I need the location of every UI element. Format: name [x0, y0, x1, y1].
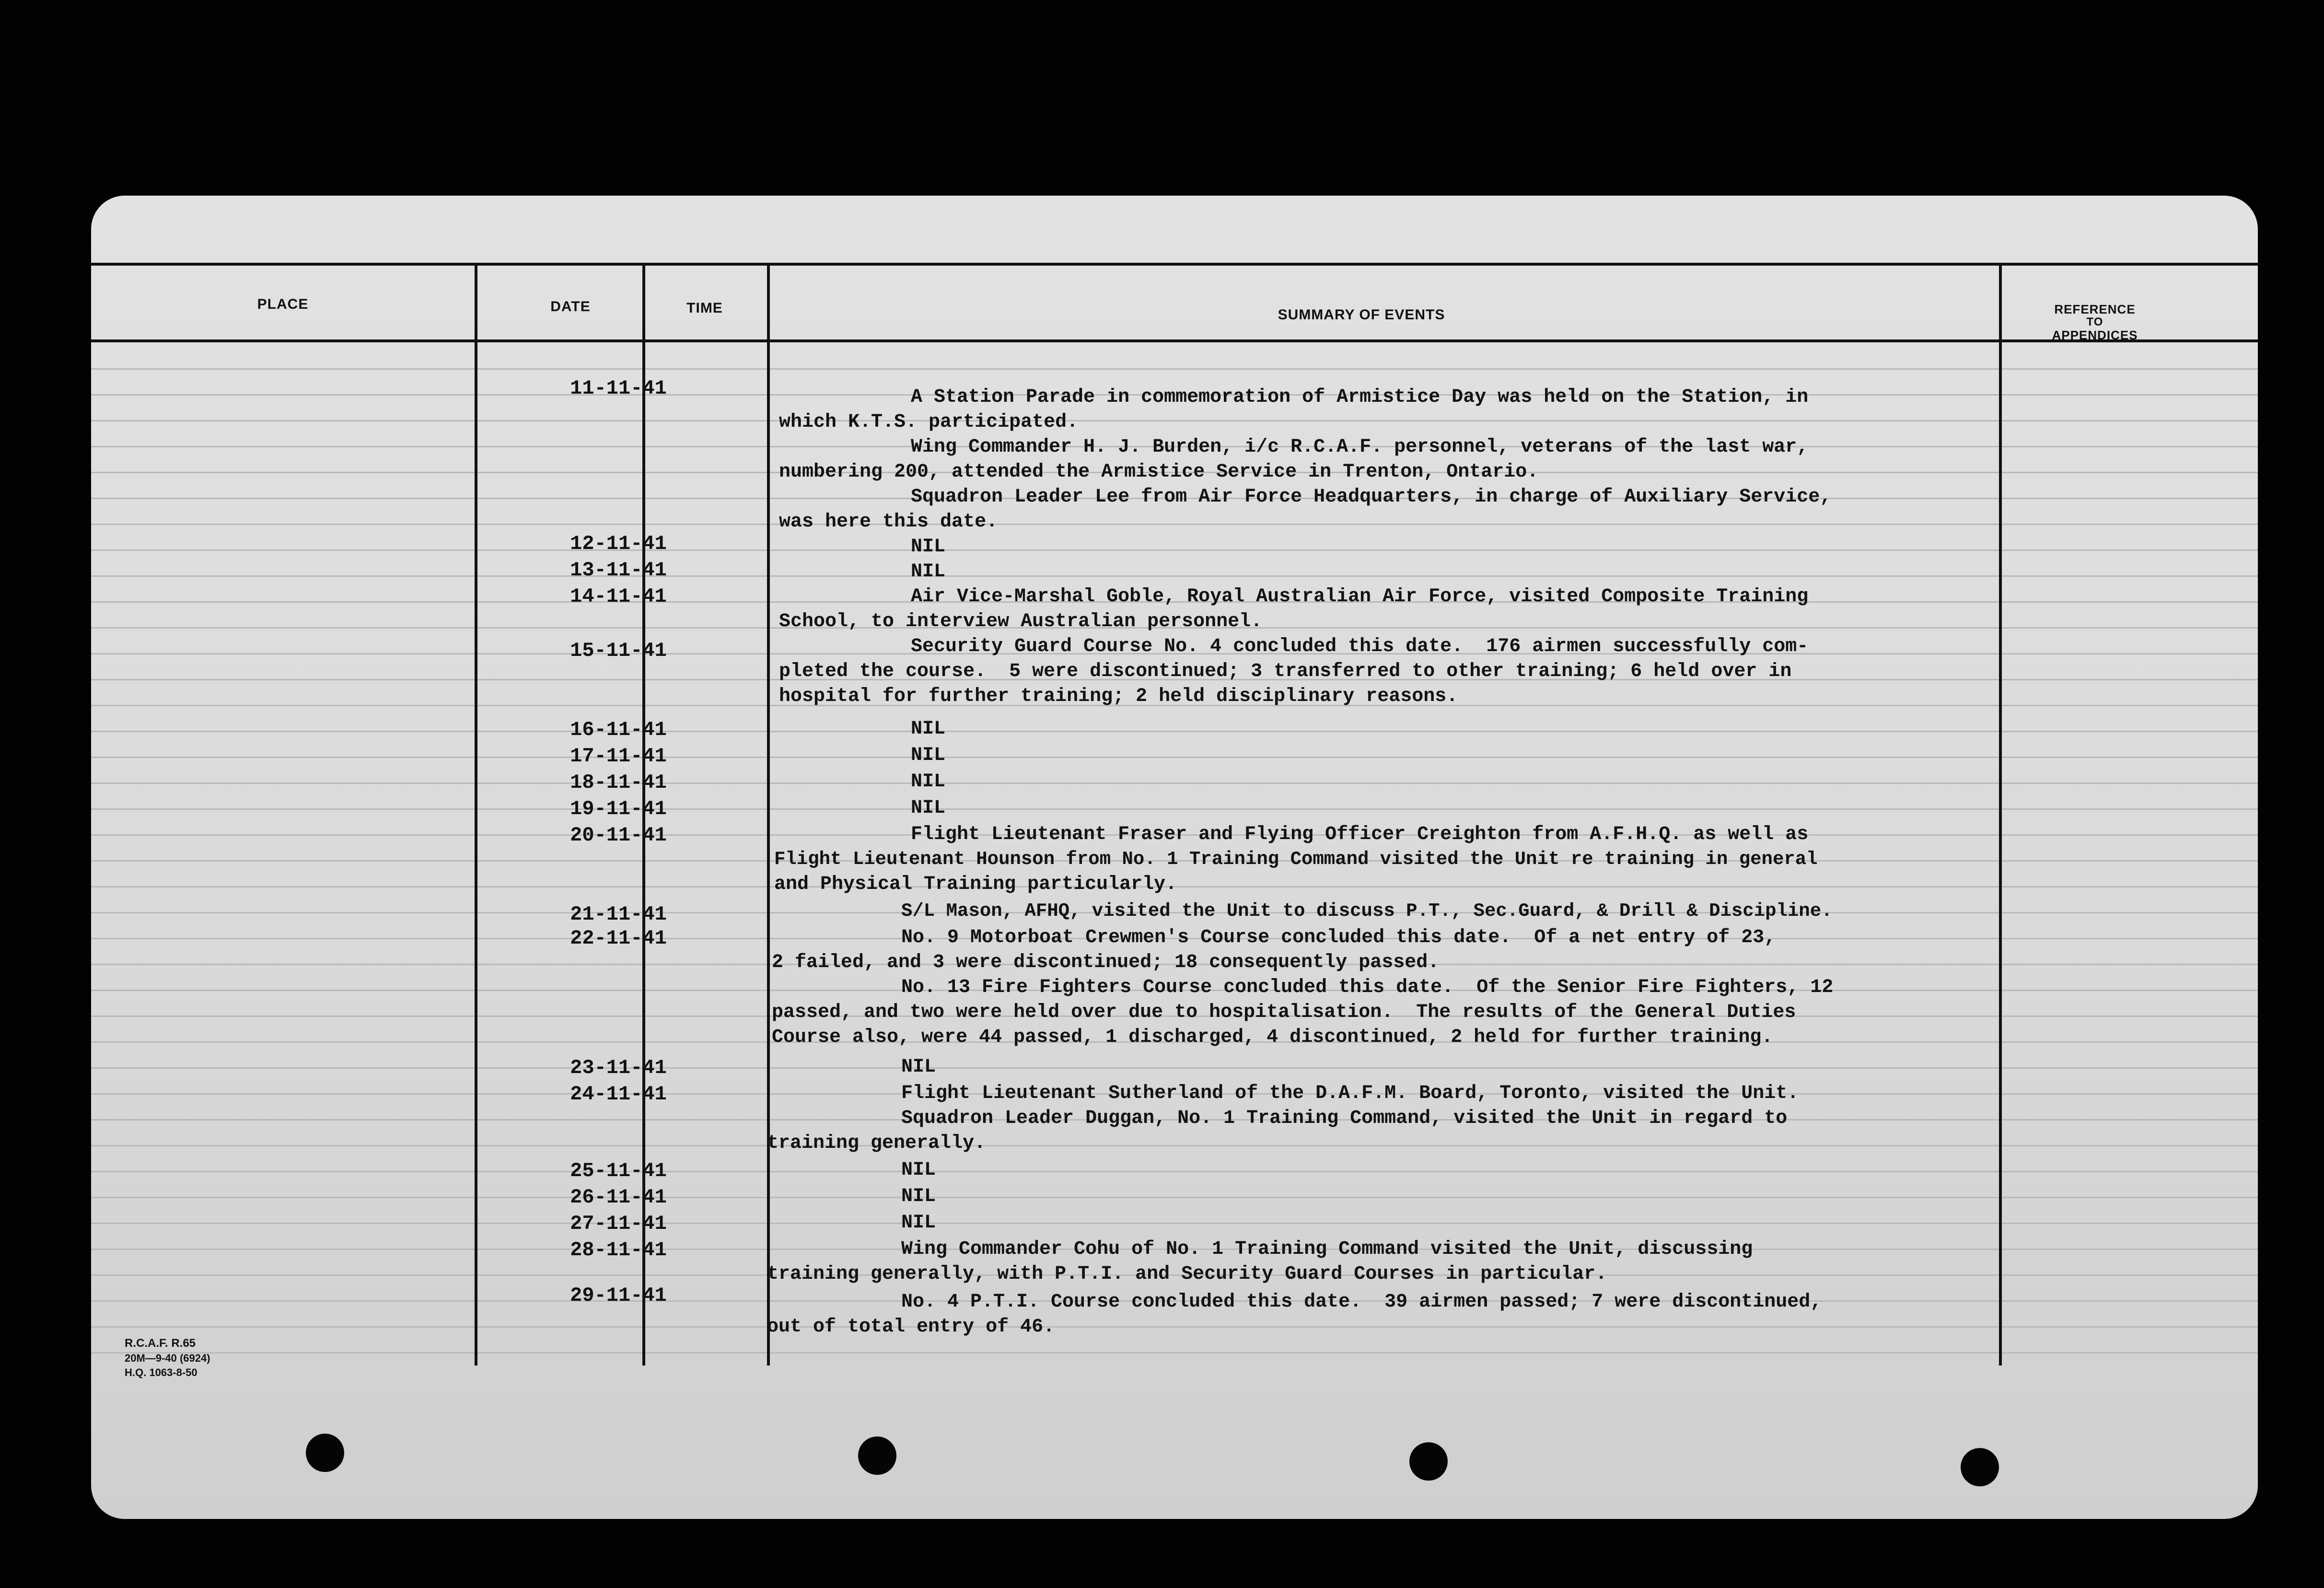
summary-line: and Physical Training particularly.: [774, 874, 1177, 895]
ruled-line: [91, 757, 2258, 758]
date-entry: 17-11-41: [570, 745, 667, 768]
summary-line: Wing Commander H. J. Burden, i/c R.C.A.F. personnel, veterans of the last war,: [911, 436, 1809, 458]
summary-line: NIL: [901, 1056, 936, 1078]
summary-line: hospital for further training; 2 held disciplinary reasons.: [779, 686, 1458, 707]
summary-line: NIL: [911, 561, 946, 583]
summary-line: passed, and two were held over due to hospitalisation. The results of the General Duties: [772, 1002, 1796, 1023]
date-entry: 22-11-41: [570, 927, 667, 950]
header-top-rule: [91, 263, 2258, 266]
summary-line: Flight Lieutenant Fraser and Flying Officer Creighton from A.F.H.Q. as well as: [911, 824, 1809, 845]
punch-hole: [1961, 1448, 1999, 1486]
summary-line: training generally, with P.T.I. and Security Guard Courses in particular.: [767, 1263, 1607, 1285]
summary-line: Squadron Leader Lee from Air Force Headquarters, in charge of Auxiliary Service,: [911, 486, 1832, 508]
summary-header: SUMMARY OF EVENTS: [1278, 307, 1445, 323]
summary-line: A Station Parade in commemoration of Armistice Day was held on the Station, in: [911, 386, 1809, 408]
time-summary-divider: [767, 263, 770, 1366]
date-entry: 26-11-41: [570, 1186, 667, 1209]
date-entry: 14-11-41: [570, 585, 667, 608]
date-entry: 16-11-41: [570, 718, 667, 741]
summary-line: numbering 200, attended the Armistice Service in Trenton, Ontario.: [779, 461, 1539, 483]
date-entry: 27-11-41: [570, 1212, 667, 1235]
summary-line: Flight Lieutenant Hounson from No. 1 Training Command visited the Unit re training in general: [774, 849, 1818, 870]
summary-line: was here this date.: [779, 511, 998, 533]
date-entry: 24-11-41: [570, 1083, 667, 1106]
date-header: DATE: [550, 299, 591, 315]
summary-line: S/L Mason, AFHQ, visited the Unit to discuss P.T., Sec.Guard, & Drill & Discipline.: [901, 900, 1833, 922]
ruled-line: [91, 1197, 2258, 1198]
summary-line: No. 13 Fire Fighters Course concluded this date. Of the Senior Fire Fighters, 12: [901, 977, 1834, 998]
summary-line: 2 failed, and 3 were discontinued; 18 consequently passed.: [772, 952, 1440, 973]
ruled-line: [91, 1326, 2258, 1328]
summary-reference-divider: [1999, 263, 2002, 1366]
ruled-line: [91, 1067, 2258, 1069]
summary-line: pleted the course. 5 were discontinued; 3 transferred to other training; 6 held over in: [779, 661, 1792, 682]
punch-hole: [1409, 1442, 1448, 1481]
diary-sheet: [91, 196, 2258, 1519]
date-entry: 23-11-41: [570, 1056, 667, 1079]
summary-line: NIL: [911, 797, 946, 819]
date-entry: 29-11-41: [570, 1284, 667, 1307]
summary-line: NIL: [911, 536, 946, 558]
form-number: R.C.A.F. R.65: [125, 1337, 196, 1350]
summary-line: training generally.: [767, 1133, 986, 1154]
summary-line: Wing Commander Cohu of No. 1 Training Command visited the Unit, discussing: [901, 1238, 1753, 1260]
date-entry: 20-11-41: [570, 824, 667, 847]
place-date-divider: [475, 263, 477, 1366]
date-entry: 21-11-41: [570, 903, 667, 926]
ruled-line: [91, 782, 2258, 784]
summary-line: NIL: [911, 718, 946, 740]
date-entry: 12-11-41: [570, 532, 667, 555]
ruled-line: [91, 808, 2258, 810]
date-entry: 11-11-41: [570, 377, 667, 400]
punch-hole: [306, 1434, 344, 1472]
punch-hole: [858, 1436, 896, 1475]
date-entry: 25-11-41: [570, 1159, 667, 1182]
summary-line: Course also, were 44 passed, 1 discharged, 4 discontinued, 2 held for further training.: [772, 1027, 1773, 1048]
summary-line: No. 4 P.T.I. Course concluded this date. 39 airmen passed; 7 were discontinued,: [901, 1291, 1822, 1313]
header-bottom-rule: [91, 339, 2258, 342]
summary-line: Security Guard Course No. 4 concluded this date. 176 airmen successfully com-: [911, 636, 1809, 657]
date-entry: 28-11-41: [570, 1238, 667, 1261]
ruled-line: [91, 1171, 2258, 1172]
summary-line: Air Vice-Marshal Goble, Royal Australian Air Force, visited Composite Training: [911, 586, 1809, 607]
reference-header-2: TO: [2086, 315, 2103, 328]
reference-header-3: APPENDICES: [2052, 328, 2138, 342]
reference-header-1: REFERENCE: [2054, 302, 2136, 316]
summary-line: NIL: [901, 1212, 936, 1234]
ruled-line: [91, 731, 2258, 732]
ruled-line: [91, 549, 2258, 551]
summary-line: School, to interview Australian personnel.: [779, 611, 1263, 632]
date-entry: 18-11-41: [570, 771, 667, 794]
place-header: PLACE: [257, 296, 309, 312]
ruled-line: [91, 420, 2258, 421]
summary-line: Flight Lieutenant Sutherland of the D.A.F.M. Board, Toronto, visited the Unit.: [901, 1083, 1799, 1104]
ruled-line: [91, 368, 2258, 370]
summary-line: NIL: [911, 745, 946, 766]
date-entry: 15-11-41: [570, 639, 667, 662]
summary-line: out of total entry of 46.: [767, 1316, 1055, 1338]
ruled-line: [91, 1145, 2258, 1146]
ruled-line: [91, 524, 2258, 525]
summary-line: which K.T.S. participated.: [779, 411, 1079, 433]
date-entry: 19-11-41: [570, 797, 667, 820]
summary-line: Squadron Leader Duggan, No. 1 Training Command, visited the Unit in regard to: [901, 1108, 1788, 1129]
summary-line: NIL: [901, 1186, 936, 1207]
form-print-code: 20M—9-40 (6924): [125, 1352, 210, 1364]
date-entry: 13-11-41: [570, 559, 667, 582]
time-header: TIME: [686, 300, 723, 316]
ruled-line: [91, 1223, 2258, 1224]
ruled-line: [91, 575, 2258, 577]
summary-line: No. 9 Motorboat Crewmen's Course concluded this date. Of a net entry of 23,: [901, 927, 1776, 948]
summary-line: NIL: [901, 1159, 936, 1181]
form-hq-code: H.Q. 1063-8-50: [125, 1366, 198, 1378]
ruled-line: [91, 1352, 2258, 1354]
summary-line: NIL: [911, 771, 946, 793]
